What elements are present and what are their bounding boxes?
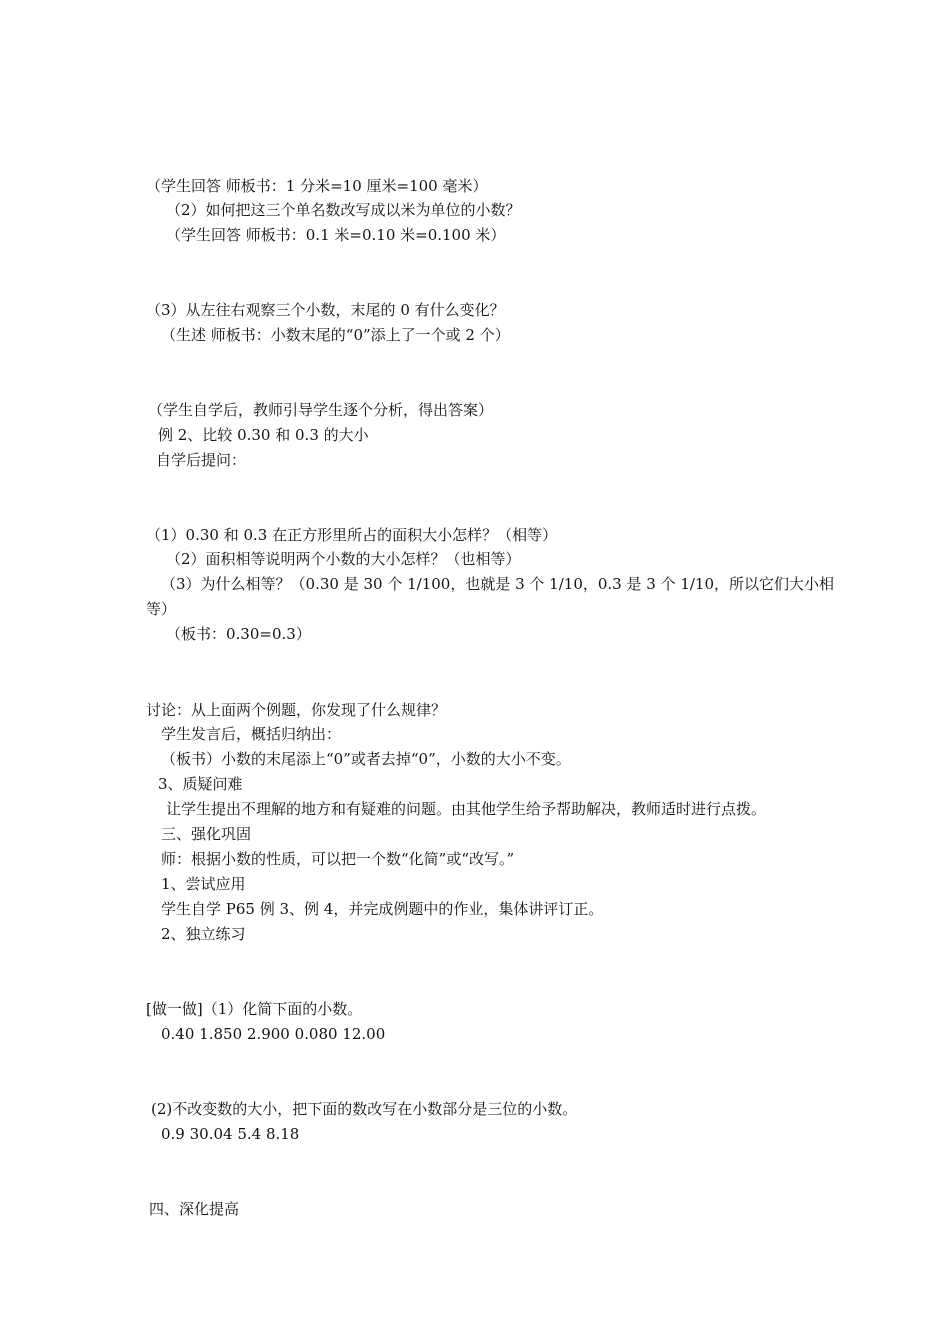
text-line: 讨论：从上面两个例题，你发现了什么规律？ [146, 701, 447, 719]
text-line: 学生自学 P65 例 3、例 4，并完成例题中的作业，集体讲评订正。 [161, 900, 604, 918]
text-line: [做一做]（1）化简下面的小数。 [146, 1000, 363, 1018]
text-line: （1）0.30 和 0.3 在正方形里所占的面积大小怎样？（相等） [146, 526, 558, 544]
text-line: 1、尝试应用 [161, 875, 246, 893]
text-line: （学生回答 师板书：0.1 米=0.10 米=0.100 米） [166, 226, 506, 244]
text-line: 等） [146, 600, 177, 618]
text-line: (2)不改变数的大小，把下面的数改写在小数部分是三位的小数。 [151, 1100, 578, 1118]
text-line: （板书）小数的末尾添上“0”或者去掉“0”，小数的大小不变。 [161, 750, 571, 768]
text-line: 学生发言后，概括归纳出： [161, 725, 342, 743]
text-line: （2）面积相等说明两个小数的大小怎样？（也相等） [166, 550, 521, 568]
text-line: （3）从左往右观察三个小数，末尾的 0 有什么变化？ [146, 301, 505, 319]
text-line: 自学后提问： [156, 451, 247, 469]
text-line: （学生回答 师板书：1 分米=10 厘米=100 毫米） [146, 177, 488, 195]
text-line: 3、质疑问难 [158, 775, 243, 793]
text-line: （3）为什么相等？（0.30 是 30 个 1/100，也就是 3 个 1/10，0.3 是 3 个 1/10，所以它们大小相 [161, 575, 835, 593]
text-line: （2）如何把这三个单名数改写成以米为单位的小数？ [166, 201, 521, 219]
section-heading: 四、深化提高 [149, 1200, 240, 1218]
text-line: 0.40 1.850 2.900 0.080 12.00 [161, 1025, 386, 1043]
text-line: 让学生提出不理解的地方和有疑难的问题。由其他学生给予帮助解决，教师适时进行点拨。 [166, 800, 767, 818]
text-line: （学生自学后，教师引导学生逐个分析，得出答案） [148, 401, 494, 419]
text-line: （板书：0.30=0.3） [166, 625, 311, 643]
text-line: 师：根据小数的性质，可以把一个数“化简”或“改写。” [161, 850, 515, 868]
text-line: （生述 师板书：小数末尾的“0”添上了一个或 2 个） [161, 326, 510, 344]
text-line: 0.9 30.04 5.4 8.18 [161, 1125, 300, 1143]
text-line: 2、独立练习 [161, 925, 246, 943]
text-line: 三、强化巩固 [161, 825, 252, 843]
text-line: 例 2、比较 0.30 和 0.3 的大小 [158, 426, 369, 444]
